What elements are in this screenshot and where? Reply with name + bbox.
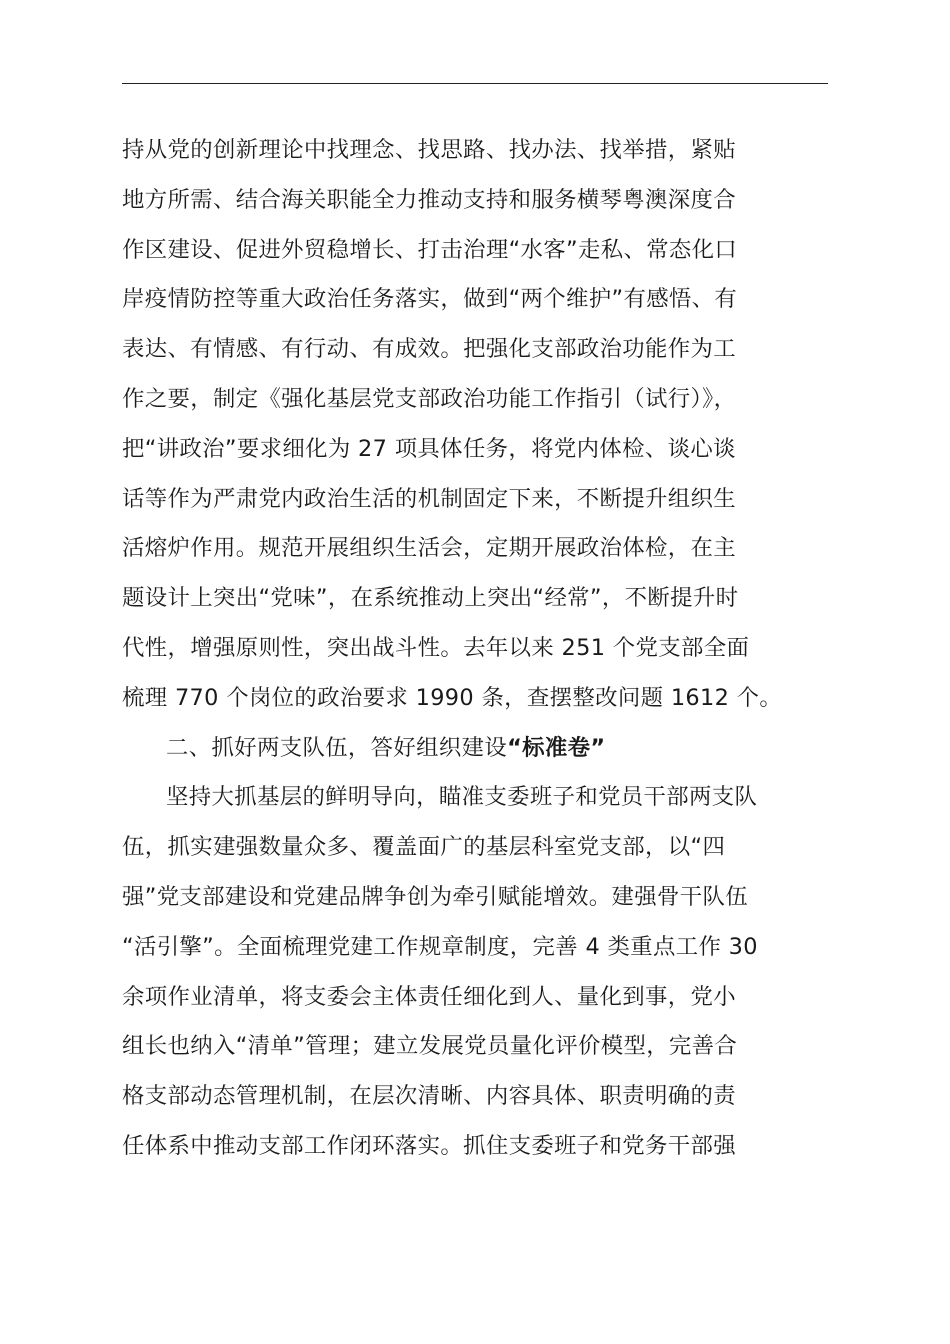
text-line: 持从党的创新理论中找理念、找思路、找办法、找举措，紧贴 <box>122 137 736 163</box>
text-line: 强”党支部建设和党建品牌争创为牵引赋能增效。建强骨干队伍 <box>122 883 748 910</box>
paragraph-2 <box>122 773 832 1171</box>
text-line: 表达、有情感、有行动、有成效。把强化支部政治功能作为工 <box>122 336 736 363</box>
text-line: 话等作为严肃党内政治生活的机制固定下来，不断提升组织生 <box>122 485 736 512</box>
text-line: 伍，抓实建强数量众多、覆盖面广的基层科室党支部，以“四 <box>122 834 726 861</box>
text-line: 把“讲政治”要求细化为 27 项具体任务，将党内体检、谈心谈 <box>122 435 736 462</box>
text-line: 作之要，制定《强化基层党支部政治功能工作指引（试行）》， <box>122 385 737 412</box>
section-heading-emphasis: “标准卷” <box>507 734 606 761</box>
text-line: 梳理 770 个岗位的政治要求 1990 条，查摆整改问题 1612 个。 <box>122 684 783 711</box>
paragraph-1 <box>122 126 832 724</box>
section-heading <box>122 724 832 774</box>
text-line: 代性，增强原则性，突出战斗性。去年以来 251 个党支部全面 <box>122 634 750 661</box>
section-heading-text: 二、抓好两支队伍，答好组织建设 <box>166 734 508 761</box>
text-line: “活引擎”。全面梳理党建工作规章制度，完善 4 类重点工作 30 <box>122 933 758 960</box>
header-rule <box>122 83 828 84</box>
text-line: 格支部动态管理机制，在层次清晰、内容具体、职责明确的责 <box>122 1083 736 1110</box>
text-line: 作区建设、促进外贸稳增长、打击治理“水客”走私、常态化口 <box>122 236 738 263</box>
body-text <box>122 126 832 1172</box>
text-line: 地方所需、结合海关职能全力推动支持和服务横琴粤澳深度合 <box>122 186 736 213</box>
text-line: 余项作业清单，将支委会主体责任细化到人、量化到事，党小 <box>122 983 736 1010</box>
text-line: 岸疫情防控等重大政治任务落实，做到“两个维护”有感悟、有 <box>122 286 738 313</box>
text-line: 题设计上突出“党味”，在系统推动上突出“经常”，不断提升时 <box>122 585 739 612</box>
text-line: 任体系中推动支部工作闭环落实。抓住支委班子和党务干部强 <box>122 1132 736 1159</box>
text-line: 坚持大抓基层的鲜明导向，瞄准支委班子和党员干部两支队 <box>166 784 758 811</box>
text-line: 活熔炉作用。规范开展组织生活会，定期开展政治体检，在主 <box>122 535 736 562</box>
text-line: 组长也纳入“清单”管理；建立发展党员量化评价模型，完善合 <box>122 1033 738 1060</box>
